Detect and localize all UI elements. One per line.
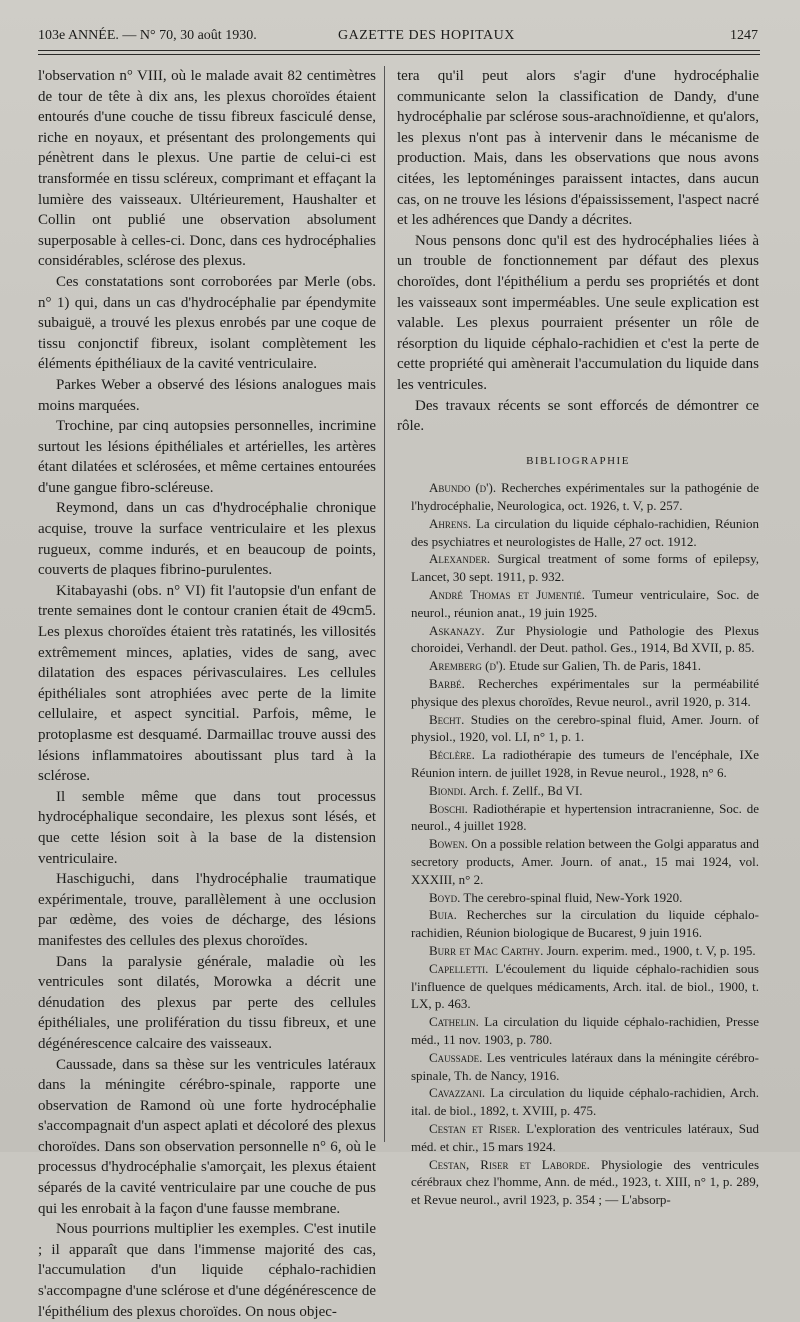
reference-author: Buia.	[429, 907, 457, 923]
paragraph: Trochine, par cinq autopsies personnelles, incrimine surtout les lésions épithéliales et artérielles, les artères étant dilatées et sclérosées, et même certaines entourées d'une gangue fibro-scléreuse.	[38, 418, 376, 496]
reference-author: Cestan, Riser et Laborde.	[429, 1156, 590, 1172]
reference-author: Cestan et Riser.	[429, 1120, 521, 1136]
left-column	[38, 66, 376, 1322]
reference-author: Boschi.	[429, 800, 468, 816]
right-column	[397, 66, 759, 1209]
bibliography-entry	[397, 675, 759, 711]
reference-text: Etude sur Galien, Th. de Paris, 1841.	[505, 658, 701, 674]
bibliography-entry	[397, 1084, 759, 1120]
reference-author: Cathelin.	[429, 1014, 479, 1030]
reference-text: On a possible relation between the Golgi apparatus and secretory products, Amer. Journ. of anat., 15 mai 1924, vol. XXXIII, n° 2.	[411, 836, 759, 887]
reference-text: Tumeur ventriculaire, Soc. de neurol., réunion anat., 19 juin 1925.	[411, 587, 759, 620]
bibliography-entry	[397, 889, 759, 907]
issue-info: 103e ANNÉE. — N° 70, 30 août 1930.	[38, 28, 257, 43]
reference-author: Becht.	[429, 711, 465, 727]
bibliography-entry	[397, 906, 759, 942]
reference-text: L'exploration des ventricules latéraux, Sud méd. et chir., 15 mars 1924.	[411, 1120, 759, 1154]
journal-title: GAZETTE DES HOPITAUX	[338, 28, 515, 43]
reference-author: Caussade.	[429, 1049, 483, 1065]
bibliography-entry	[397, 1049, 759, 1085]
reference-author: Bowen.	[429, 836, 468, 852]
page-header	[38, 24, 758, 46]
reference-author: Askanazy.	[429, 622, 485, 638]
paragraph: Des travaux récents se sont efforcés de démontrer ce rôle.	[397, 397, 759, 435]
bibliography-list	[397, 479, 759, 1209]
paragraph: Parkes Weber a observé des lésions analogues mais moins marquées.	[38, 376, 376, 414]
column-divider	[384, 66, 385, 1142]
reference-author: Alexander.	[429, 551, 491, 567]
reference-author: Abundo (d').	[429, 480, 497, 496]
reference-text: La circulation du liquide céphalo-rachidien, Presse méd., 11 nov. 1903, p. 780.	[411, 1014, 759, 1047]
reference-text: Recherches expérimentales sur la pathogénie de l'hydrocéphalie, Neurologica, oct. 1926, t. V, p. 257.	[411, 480, 760, 514]
paragraph: l'observation n° VIII, où le malade avait 82 centimètres de tour de tête à dix ans, les plexus choroïdes étaient entourés d'une couche de tissu fibreux fasciculé dense, riche en noyaux, et présentant des prolongements qui pénètrent dans le plexus. Une partie de celui-ci est transformée en tissu scléreux, comprimant et effaçant la lumière des vaisseaux. Ultérieurement, Haushalter et Collin ont publié une observation absolument superposable à celles-ci. Donc, dans ces hydrocéphalies considérables, sclérose des plexus.	[38, 68, 376, 270]
reference-author: Barbé.	[429, 676, 465, 692]
reference-text: La radiothérapie des tumeurs de l'encéphale, IXe Réunion intern. de juillet 1928, in Revue neurol., 1928, n° 6.	[411, 747, 759, 781]
reference-text: Zur Physiologie und Pathologie des Plexus choroidei, Verhandl. der Deut. pathol. Ges., 1914, Bd XVII, p. 85.	[411, 622, 759, 656]
reference-text: The cerebro-spinal fluid, New-York 1920.	[460, 889, 683, 905]
reference-author: Aremberg (d').	[429, 658, 506, 674]
paragraph: Ces constatations sont corroborées par Merle (obs. n° 1) qui, dans un cas d'hydrocéphalie par épendymite subaiguë, a trouvé les plexus enrobés par une coque de tissu conjonctif fibreux, isolant complètement les éléments épithéliaux de la cavité ventriculaire.	[38, 273, 376, 373]
paragraph: Caussade, dans sa thèse sur les ventricules latéraux dans la méningite cérébro-spinale, rapporte une observation de Ramond où une forte hydrocéphalie s'accompagnait d'un aspect aplati et décoloré des plexus choroïdes. Dans son observation personnelle n° 6, où le processus d'hydrocéphalie s'amorçait, les plexus étaient séparés de la cavité ventriculaire par une couche de pus qui les enrobait à la façon d'une fausse membrane.	[38, 1056, 376, 1217]
reference-author: Cavazzani.	[429, 1085, 486, 1101]
reference-author: Ahrens.	[429, 515, 472, 531]
paragraph: tera qu'il peut alors s'agir d'une hydrocéphalie communicante selon la classification de Dandy, d'une hydrocéphalie par sclérose sous-arachnoïdienne, et qu'alors, les plexus n'ont pas à intervenir dans le mécanisme de production. Mais, dans les observations que nous avons citées, les leptoméninges paraissent intactes, dans aucun cas, on ne trouve les lésions d'épaississement, l'aspect nacré et les adhérences que Dandy a décrites.	[397, 68, 759, 229]
reference-author: Béclère.	[429, 747, 475, 763]
bibliography-entry	[397, 586, 759, 622]
reference-author: Biondi.	[429, 782, 467, 798]
bibliography-entry	[397, 782, 759, 800]
bibliography-entry	[397, 960, 759, 1013]
paragraph: Reymond, dans un cas d'hydrocéphalie chronique acquise, trouve la surface ventriculaire et les plexus rugueux, comme indurés, et en beaucoup de points, couverts de plaques fibrino-purulentes.	[38, 500, 376, 579]
reference-text: Physiologie des ventricules cérébraux chez l'homme, Ann. de méd., 1923, t. XIII, n° 1, p. 289, et Revue neurol., avril 1923, p. 354 ; — L'absorp-	[411, 1156, 759, 1208]
bibliography-entry	[397, 711, 759, 747]
paragraph: Il semble même que dans tout processus hydrocéphalique secondaire, les plexus sont lésés, et que cette lésion soit à la base de la distension ventriculaire.	[38, 788, 376, 867]
reference-author: André Thomas et Jumentié.	[429, 587, 586, 603]
bibliography-entry	[397, 550, 759, 586]
reference-text: La circulation du liquide céphalo-rachidien, Réunion des psychiatres et neurologistes de Halle, 27 oct. 1912.	[411, 515, 759, 549]
header-rule-thin	[38, 54, 760, 55]
bibliography-entry	[397, 622, 759, 658]
bibliography-entry	[397, 835, 759, 888]
reference-text: Les ventricules latéraux dans la méningite cérébro-spinale, Th. de Nancy, 1916.	[411, 1049, 759, 1083]
paragraph: Nous pensons donc qu'il est des hydrocéphalies liées à un trouble de fonctionnement par défaut des plexus choroïdes, dont l'épithélium a perdu ses propriétés et dont les vaisseaux sont imperméables. Une seule explication est valable. Les plexus pourraient présenter un rôle de résorption du liquide céphalo-rachidien et c'est la perte de cette propriété qui amènerait l'accumulation du liquide dans les ventricules.	[397, 232, 759, 393]
reference-text: L'écoulement du liquide céphalo-rachidien sous l'influence de quelques médicaments, Arch. ital. de biol., 1900, t. LX, p. 463.	[411, 960, 759, 1012]
reference-text: Arch. f. Zellf., Bd VI.	[466, 782, 583, 798]
reference-author: Burr et Mac Carthy.	[429, 943, 544, 958]
reference-text: Surgical treatment of some forms of epilepsy, Lancet, 30 sept. 1911, p. 932.	[411, 551, 759, 585]
bibliography-entry	[397, 942, 759, 960]
bibliography-entry	[397, 746, 759, 782]
paragraph: Nous pourrions multiplier les exemples. C'est inutile ; il apparaît que dans l'immense majorité des cas, l'accumulation d'un liquide céphalo-rachidien s'accompagne d'une sclérose et d'une dégénérescence de l'épithélium des plexus choroïdes. On nous objec-	[38, 1221, 376, 1320]
page-number: 1247	[730, 28, 758, 43]
reference-text: Journ. experim. med., 1900, t. V, p. 195.	[543, 943, 756, 958]
paragraph: Haschiguchi, dans l'hydrocéphalie traumatique expérimentale, trouve, parallèlement à une occlusion par œdème, des voies de décharge, des lésions manifestes des cellules des plexus choroïdes.	[38, 871, 376, 949]
bibliography-entry	[397, 800, 759, 836]
bibliography-title: BIBLIOGRAPHIE	[526, 454, 630, 467]
bibliography-entry	[397, 1013, 759, 1049]
paragraph: Dans la paralysie générale, maladie où les ventricules sont dilatés, Morowka a décrit une dénudation des plexus par perte des cellules épithéliales, une prolifération du tissu fibreux, et une dégénérescence calcaire des vaisseaux.	[38, 953, 376, 1052]
reference-author: Capelletti.	[429, 960, 489, 976]
bibliography-entry	[397, 515, 759, 551]
header-rule	[38, 50, 760, 51]
reference-text: Recherches expérimentales sur la perméabilité physique des plexus choroïdes, Revue neurol., avril 1920, p. 314.	[411, 676, 759, 709]
reference-author: Boyd.	[429, 889, 461, 905]
reference-text: Recherches sur la circulation du liquide céphalo-rachidien, Réunion biologique de Bucarest, 9 juin 1916.	[411, 907, 759, 941]
bibliography-entry	[397, 1120, 759, 1156]
bibliography-entry	[397, 1156, 759, 1209]
reference-text: La circulation du liquide céphalo-rachidien, Arch. ital. de biol., 1892, t. XVIII, p. 475.	[411, 1085, 759, 1119]
bibliography-entry	[397, 479, 759, 515]
reference-text: Radiothérapie et hypertension intracranienne, Soc. de neurol., 4 juillet 1928.	[411, 800, 759, 834]
reference-text: Studies on the cerebro-spinal fluid, Amer. Journ. of physiol., 1920, vol. LI, n° 1, p. 1.	[411, 711, 759, 745]
paragraph: Kitabayashi (obs. n° VI) fit l'autopsie d'un enfant de trente semaines dont le contour cranien était de 49cm5. Les plexus choroïdes étaient très ratatinés, les villosités extrêmement minces, aplaties, vides de sang, avec dilatation des espaces périvasculaires. Les cellules épithéliales sont atrophiées avec perte de la limite cellulaire, et aspect syncitial. Parfois, même, le protoplasme est desquamé. Darmaillac trouve aussi des lésions inflammatoires aboutissant plus tard à la sclérose.	[38, 582, 376, 785]
bibliography-entry	[397, 657, 759, 675]
